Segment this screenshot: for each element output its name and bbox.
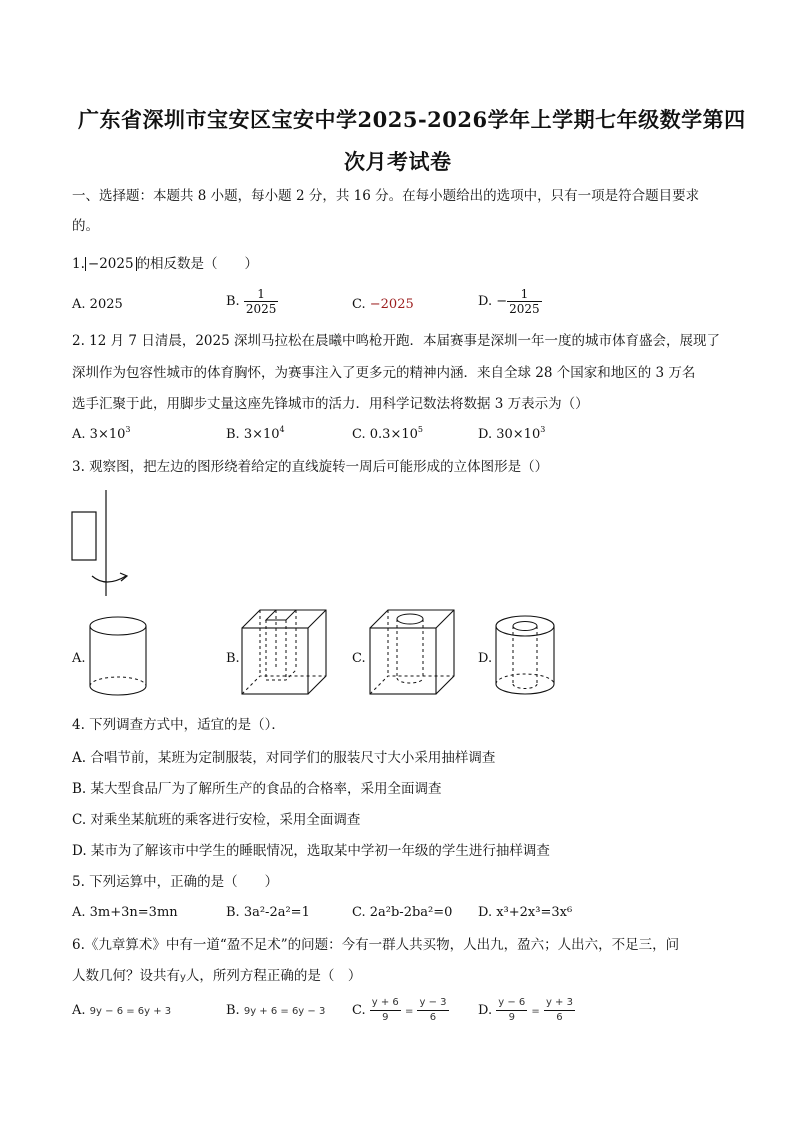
question-1-text: 的相反数是（ ） (136, 256, 259, 272)
q6-option-a (72, 1003, 171, 1018)
q2-c-label: C. (352, 427, 366, 442)
q1-c-value: −2025 (369, 297, 414, 312)
q2-option-a (72, 427, 130, 442)
q6-d-left-num: y − 6 (496, 996, 527, 1011)
q2-b-base: 3×10 (243, 427, 280, 442)
q3-option-d-label: D. (478, 651, 493, 666)
q1-a-value: 2025 (89, 297, 123, 312)
q1-option-b (226, 287, 278, 316)
question-5-stem: 5. 下列运算中，正确的是（ ） (72, 874, 279, 890)
q6-d-right-den: 6 (556, 1012, 563, 1023)
q5-option-a: A. 3m+3n=3mn (72, 905, 178, 920)
q1-a-label: A. (72, 297, 86, 312)
q6-d-equals: = (531, 1006, 540, 1017)
q4-option-a: A. 合唱节前，某班为定制服装，对同学们的服装尺寸大小采用抽样调查 (72, 750, 496, 766)
q2-c-base: 0.3×10 (369, 427, 418, 442)
question-6-line2 (72, 966, 361, 988)
q2-d-base: 30×10 (496, 427, 541, 442)
q2-b-exponent: 4 (279, 425, 285, 434)
cylinder-figure (86, 614, 152, 700)
q1-d-denominator: 2025 (509, 302, 540, 316)
q6-d-right-num: y + 3 (544, 996, 575, 1011)
q2-a-label: A. (72, 427, 86, 442)
q1-d-numerator: 1 (507, 287, 542, 302)
q2-d-exponent: 3 (540, 425, 546, 434)
question-2-line1: 2. 12 月 7 日清晨，2025 深圳马拉松在晨曦中鸣枪开跑．本届赛事是深圳一年一度的城市体育盛会，展现了 (72, 333, 720, 349)
question-4-stem: 4. 下列调查方式中，适宜的是（）． (72, 717, 285, 733)
q6-b-label: B. (226, 1003, 240, 1018)
q6-line2-suffix: 人，所列方程正确的是（ ） (185, 968, 362, 984)
q6-c-right-den: 6 (429, 1012, 437, 1023)
q2-option-c (352, 427, 423, 442)
q1-c-label: C. (352, 297, 366, 312)
q4-option-d: D. 某市为了解该市中学生的睡眠情况，选取某中学初一年级的学生进行抽样调查 (72, 843, 550, 859)
q6-variable: y (180, 972, 186, 983)
q3-option-c-label: C. (352, 651, 366, 666)
q1-option-d (478, 287, 542, 316)
q5-option-d: D. x³+2x³=3x⁶ (478, 905, 573, 920)
q3-option-b-label: B. (226, 651, 240, 666)
cube-with-square-hole-figure (238, 606, 328, 698)
q5-option-c: C. 2a²b-2ba²=0 (352, 905, 453, 920)
hollow-cylinder-figure (492, 612, 560, 700)
question-2-line3: 选手汇聚于此，用脚步丈量这座先锋城市的活力．用科学记数法将数据 3 万表示为（） (72, 396, 589, 412)
question-2-line2: 深圳作为包容性城市的体育胸怀，为赛事注入了更多元的精神内涵．来自全球 28 个国家和地区的 3 万名 (72, 365, 696, 381)
q1-b-fraction (244, 287, 279, 316)
q2-b-label: B. (226, 427, 240, 442)
q2-a-base: 3×10 (89, 427, 126, 442)
absolute-value-expression: −2025 (85, 257, 137, 271)
q4-option-b: B. 某大型食品厂为了解所生产的食品的合格率，采用全面调查 (72, 781, 442, 797)
q2-a-exponent: 3 (125, 425, 131, 434)
question-1-number: 1. (72, 256, 85, 272)
q2-option-b (226, 427, 285, 442)
q2-d-label: D. (478, 427, 493, 442)
q6-option-c (352, 996, 449, 1025)
q6-option-b (226, 1003, 325, 1018)
q1-b-label: B. (226, 294, 240, 309)
section-header-line1: 一、选择题：本题共 8 小题，每小题 2 分，共 16 分。在每小题给出的选项中，只有一项是符合题目要求 (72, 188, 700, 204)
q6-c-left-num: y + 6 (370, 996, 401, 1011)
q6-a-equation: 9y − 6 = 6y + 3 (89, 1006, 172, 1017)
page-title-line1: 广东省深圳市宝安区宝安中学2025-2026学年上学期七年级数学第四 (78, 107, 746, 132)
q1-b-denominator: 2025 (245, 302, 277, 316)
q1-d-sign: − (496, 294, 508, 309)
question-1-stem (72, 254, 258, 274)
question-6-line1: 6.《九章算术》中有一道“盈不足术”的问题：今有一群人共买物，人出九，盈六；人出六，不足三，问 (72, 937, 680, 953)
q6-option-d (478, 996, 575, 1025)
q1-option-c (352, 297, 414, 312)
q2-option-d (478, 427, 545, 442)
q6-line2-prefix: 人数几何？设共有 (72, 968, 180, 984)
q6-c-right-fraction (417, 996, 448, 1025)
q1-d-fraction (507, 287, 542, 316)
q6-d-label: D. (478, 1003, 493, 1018)
q6-b-equation: 9y + 6 = 6y − 3 (243, 1006, 326, 1017)
question-3-stem: 3. 观察图，把左边的图形绕着给定的直线旋转一周后可能形成的立体图形是（） (72, 459, 549, 475)
q6-d-left-den: 9 (508, 1012, 515, 1023)
q2-c-exponent: 5 (417, 425, 423, 434)
q6-c-right-num: y − 3 (417, 996, 448, 1011)
q6-d-left-fraction (496, 996, 527, 1025)
page-title-line2: 次月考试卷 (344, 149, 452, 174)
rotation-source-figure (70, 488, 170, 600)
q1-option-a (72, 297, 123, 312)
q6-a-label: A. (72, 1003, 86, 1018)
q1-d-label: D. (478, 294, 493, 309)
cube-with-round-hole-figure (366, 606, 456, 698)
q6-c-label: C. (352, 1003, 366, 1018)
q1-b-numerator: 1 (244, 287, 279, 302)
q6-c-left-fraction (370, 996, 401, 1025)
q6-d-right-fraction (544, 996, 575, 1025)
q5-option-b: B. 3a²-2a²=1 (226, 905, 310, 920)
section-header-line2: 的。 (72, 218, 99, 234)
q6-c-left-den: 9 (382, 1012, 389, 1023)
q4-option-c: C. 对乘坐某航班的乘客进行安检，采用全面调查 (72, 812, 361, 828)
q3-option-a-label: A. (72, 651, 86, 666)
q6-c-equals: = (404, 1006, 414, 1017)
